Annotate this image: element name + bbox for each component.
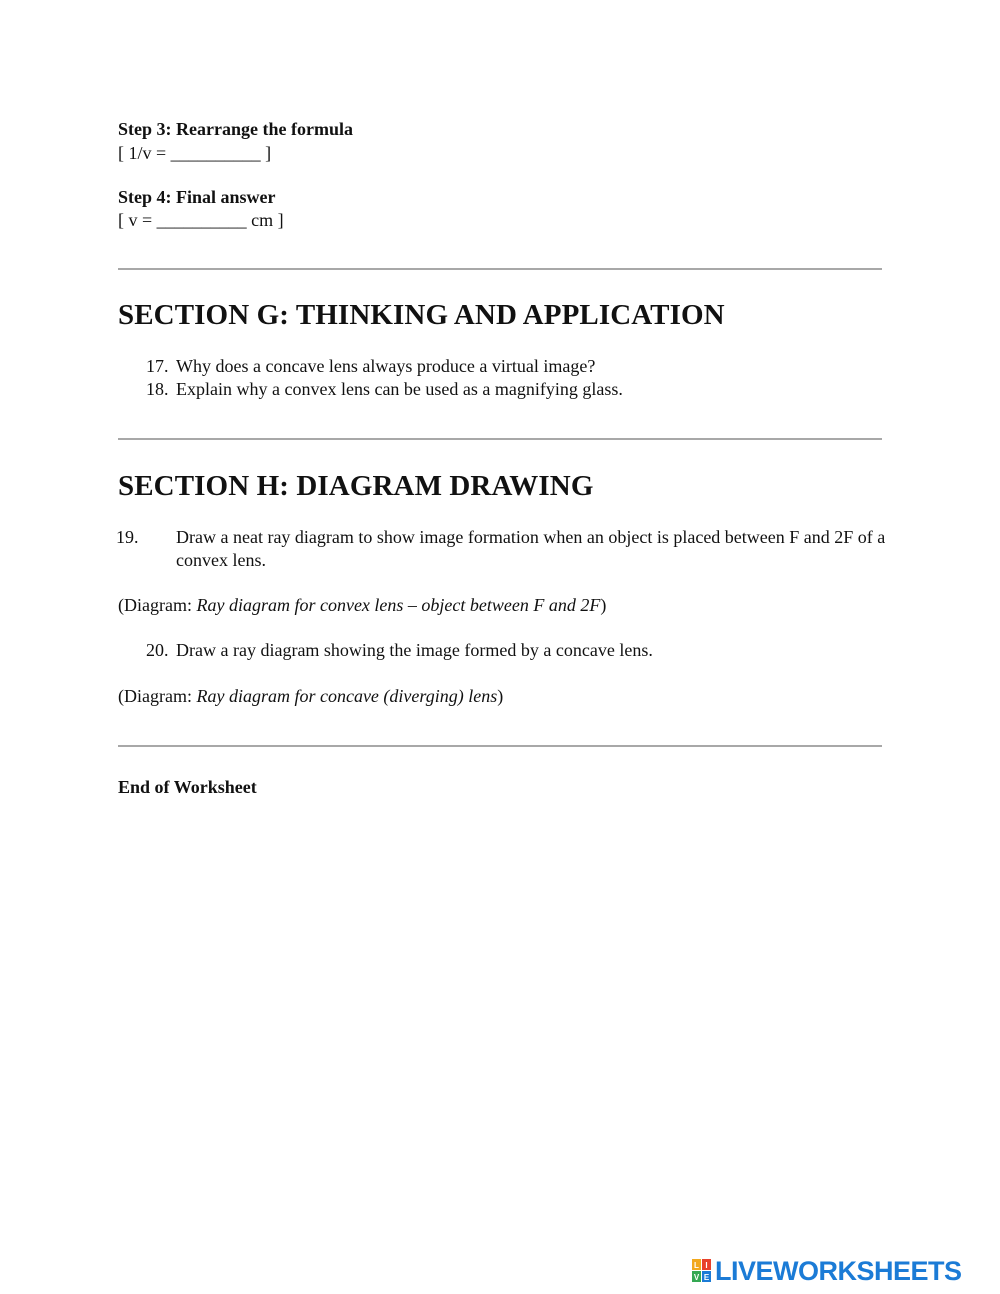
question-17 xyxy=(146,355,862,378)
question-18 xyxy=(146,378,862,401)
question-text: Why does a concave lens always produce a virtual image? xyxy=(176,356,596,376)
question-text: Explain why a convex lens can be used as a magnifying glass. xyxy=(176,379,623,399)
diagram-note-concave xyxy=(118,685,503,707)
liveworksheets-logo-icon xyxy=(692,1259,712,1283)
svg-text:I: I xyxy=(705,1261,708,1270)
question-number: 20. xyxy=(146,640,169,660)
svg-text:V: V xyxy=(693,1273,700,1282)
svg-text:E: E xyxy=(703,1273,710,1282)
section-divider xyxy=(118,268,882,270)
question-number: 19. xyxy=(116,527,139,547)
diagram-suffix: ) xyxy=(600,595,607,615)
diagram-caption: Ray diagram for concave (diverging) lens xyxy=(196,686,498,706)
diagram-prefix: (Diagram: xyxy=(118,595,197,615)
step-3-blank: [ 1/v = __________ ] xyxy=(118,143,272,163)
diagram-caption: Ray diagram for convex lens – object between F and 2F xyxy=(196,595,601,615)
section-h-heading: SECTION H: DIAGRAM DRAWING xyxy=(118,470,594,502)
question-text: Draw a neat ray diagram to show image formation when an object is placed between F and 2F of a convex lens. xyxy=(176,527,886,570)
end-of-worksheet: End of Worksheet xyxy=(118,777,257,797)
question-19 xyxy=(116,526,892,571)
step-4-blank: [ v = __________ cm ] xyxy=(118,210,284,230)
question-text: Draw a ray diagram showing the image formed by a concave lens. xyxy=(176,640,653,660)
section-divider xyxy=(118,438,882,440)
section-divider xyxy=(118,745,882,747)
diagram-note-convex xyxy=(118,594,606,616)
svg-text:L: L xyxy=(694,1261,699,1270)
diagram-suffix: ) xyxy=(497,686,504,706)
section-g-heading: SECTION G: THINKING AND APPLICATION xyxy=(118,299,725,331)
liveworksheets-brand xyxy=(692,1256,962,1286)
step-3-title: Step 3: Rearrange the formula xyxy=(118,119,353,139)
step-4-title: Step 4: Final answer xyxy=(118,187,276,207)
brand-name: LIVEWORKSHEETS xyxy=(715,1256,962,1286)
question-20 xyxy=(146,639,862,662)
question-number: 18. xyxy=(146,379,169,399)
diagram-prefix: (Diagram: xyxy=(118,686,197,706)
question-number: 17. xyxy=(146,356,169,376)
